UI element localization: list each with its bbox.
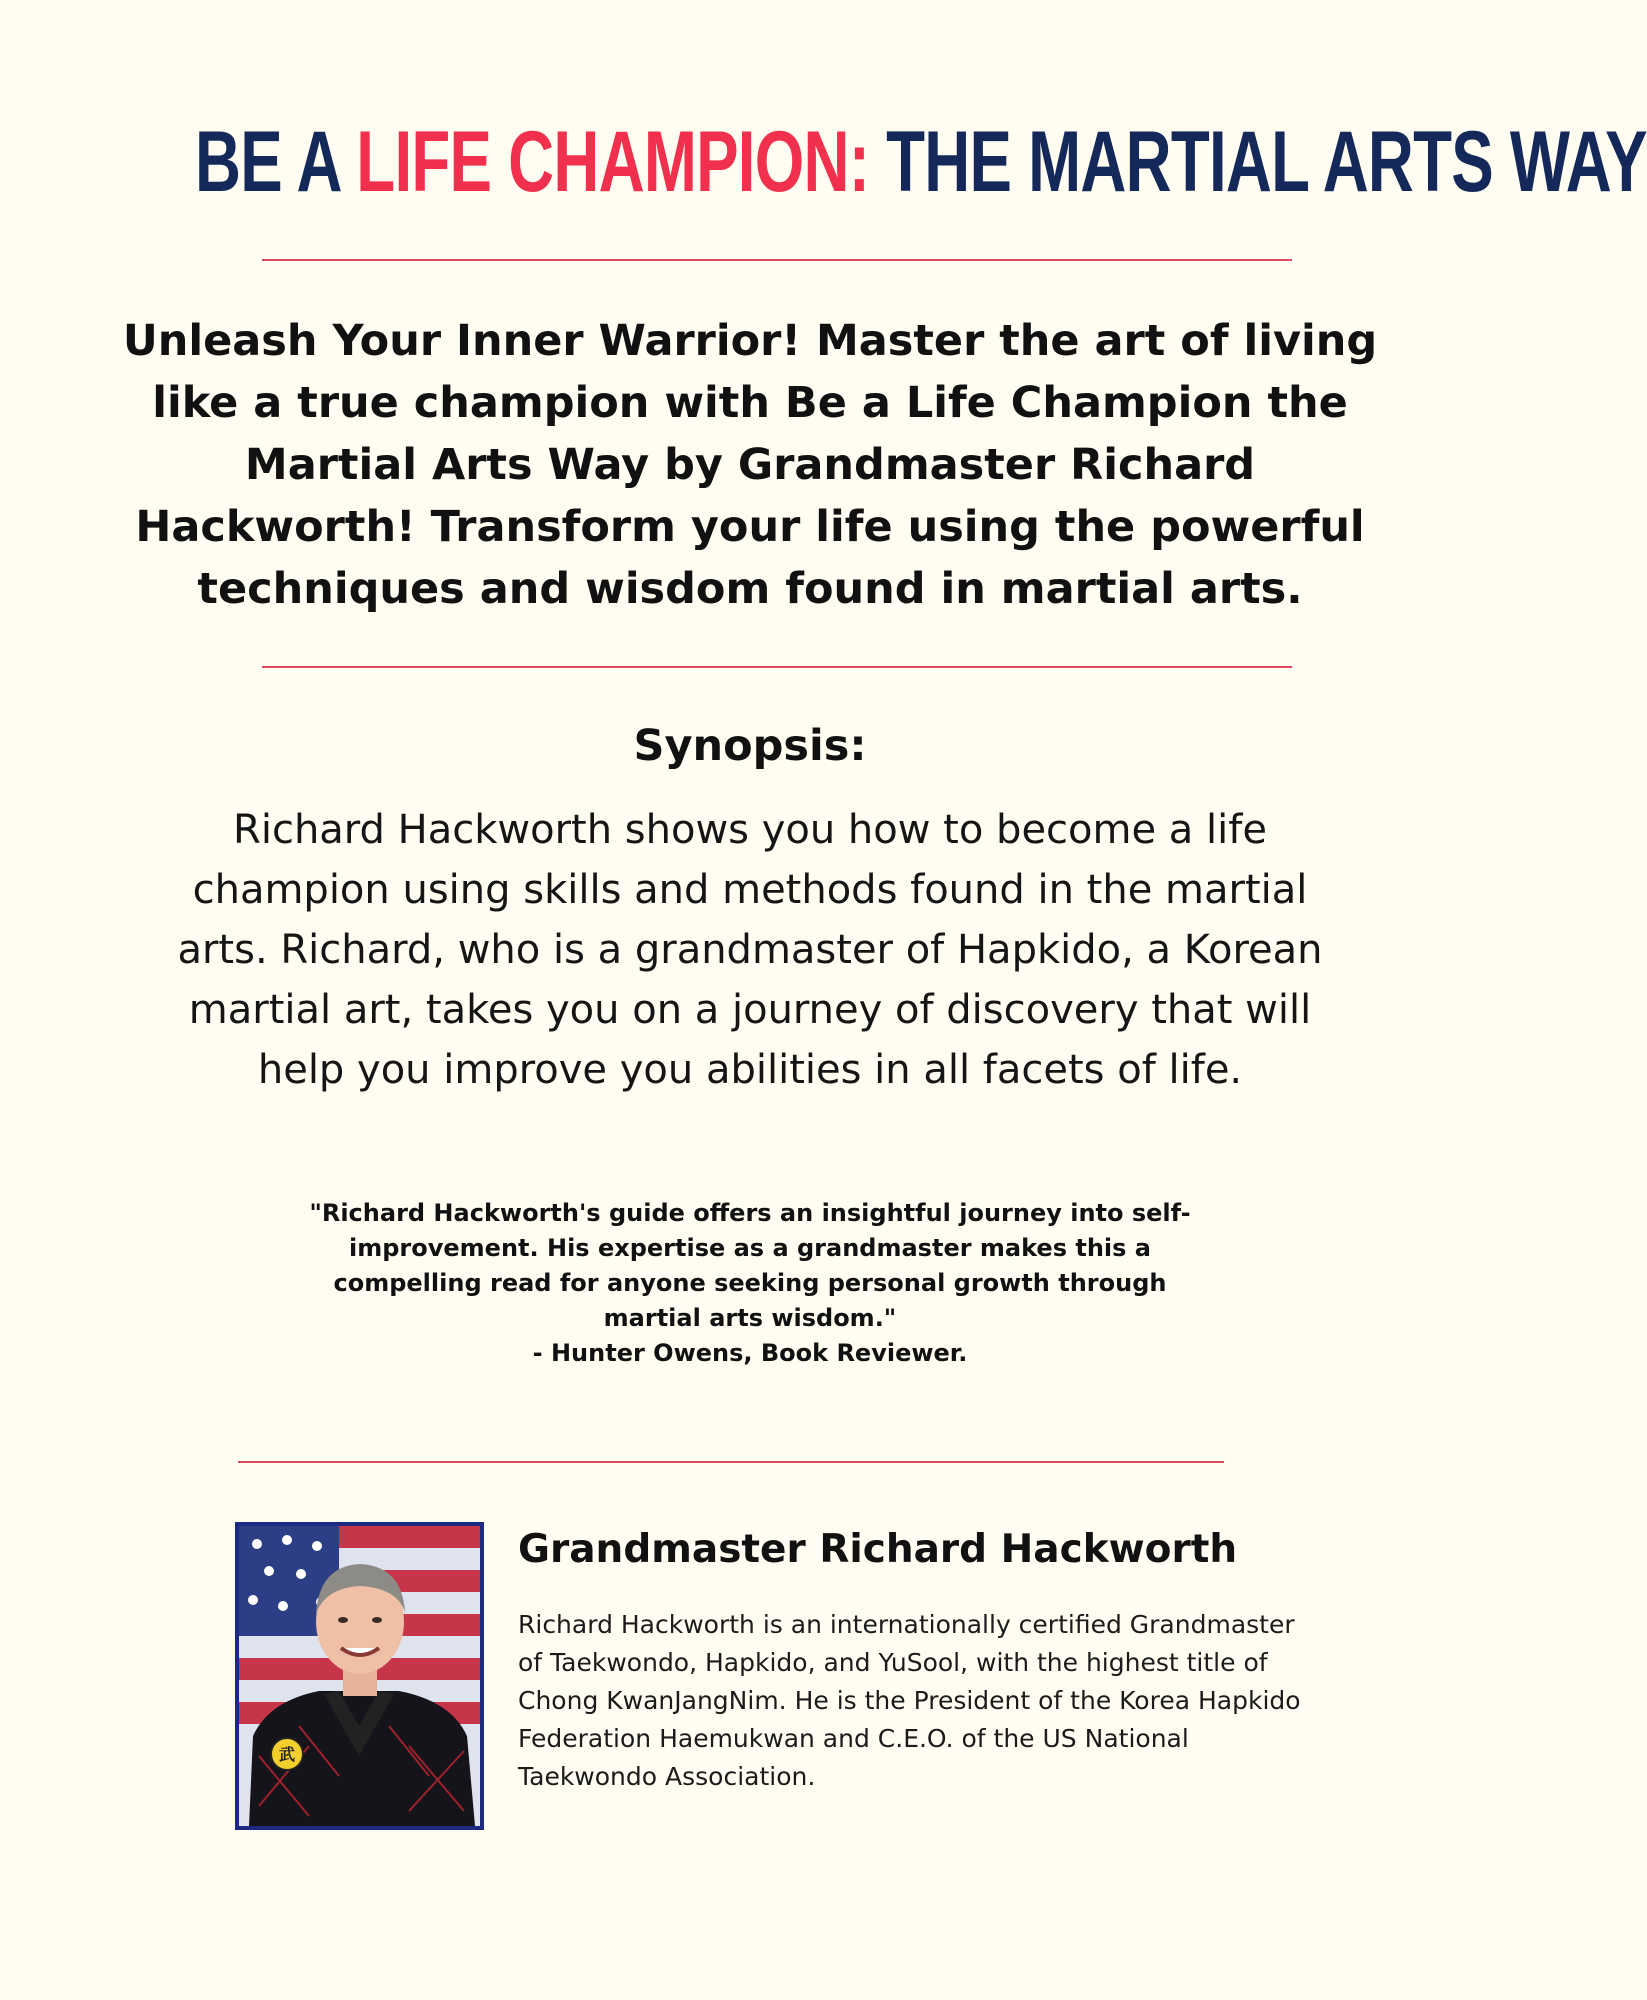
author-bio: Richard Hackworth is an internationally certified Grandmaster of Taekwondo, Hapkido, and YuSool, with the highest title of Chong KwanJangNim. He is the President of the Korea Hapkido Federation Haemukwan and C.E.O. of the US National Taekwondo Association. <box>518 1610 1301 1791</box>
synopsis-heading: Synopsis: <box>633 721 867 771</box>
author-photo <box>235 1522 484 1830</box>
intro-paragraph: Unleash Your Inner Warrior! Master the art of living like a true champion with Be a Life Champion the Martial Arts Way by Grandmaster Richard Hackworth! Transform your life using the powerful techniques and wisdom found in martial arts. <box>122 316 1378 614</box>
author-name: Grandmaster Richard Hackworth <box>518 1527 1238 1572</box>
review-quote <box>290 1196 1210 1371</box>
review-attribution: - Hunter Owens, Book Reviewer. <box>532 1339 968 1367</box>
svg-text:武: 武 <box>278 1745 296 1764</box>
title-part-1: BE A <box>195 114 357 210</box>
divider-2 <box>262 666 1292 668</box>
title-highlight: LIFE CHAMPION: <box>356 114 870 210</box>
divider-1 <box>262 259 1292 261</box>
review-quote-text: "Richard Hackworth's guide offers an insightful journey into self-improvement. His expertise as a grandmaster makes this a compelling read for anyone seeking personal growth through martial arts wisdom." <box>309 1199 1191 1332</box>
title-part-3: THE MARTIAL ARTS WAY <box>869 114 1647 210</box>
divider-3 <box>238 1461 1224 1463</box>
synopsis-body: Richard Hackworth shows you how to become a life champion using skills and methods found in the martial arts. Richard, who is a grandmaster of Hapkido, a Korean martial art, takes you on a journey of discovery that will help you improve you abilities in all facets of life. <box>177 807 1323 1093</box>
page-title <box>195 112 1647 212</box>
author-portrait-image <box>239 1526 480 1826</box>
